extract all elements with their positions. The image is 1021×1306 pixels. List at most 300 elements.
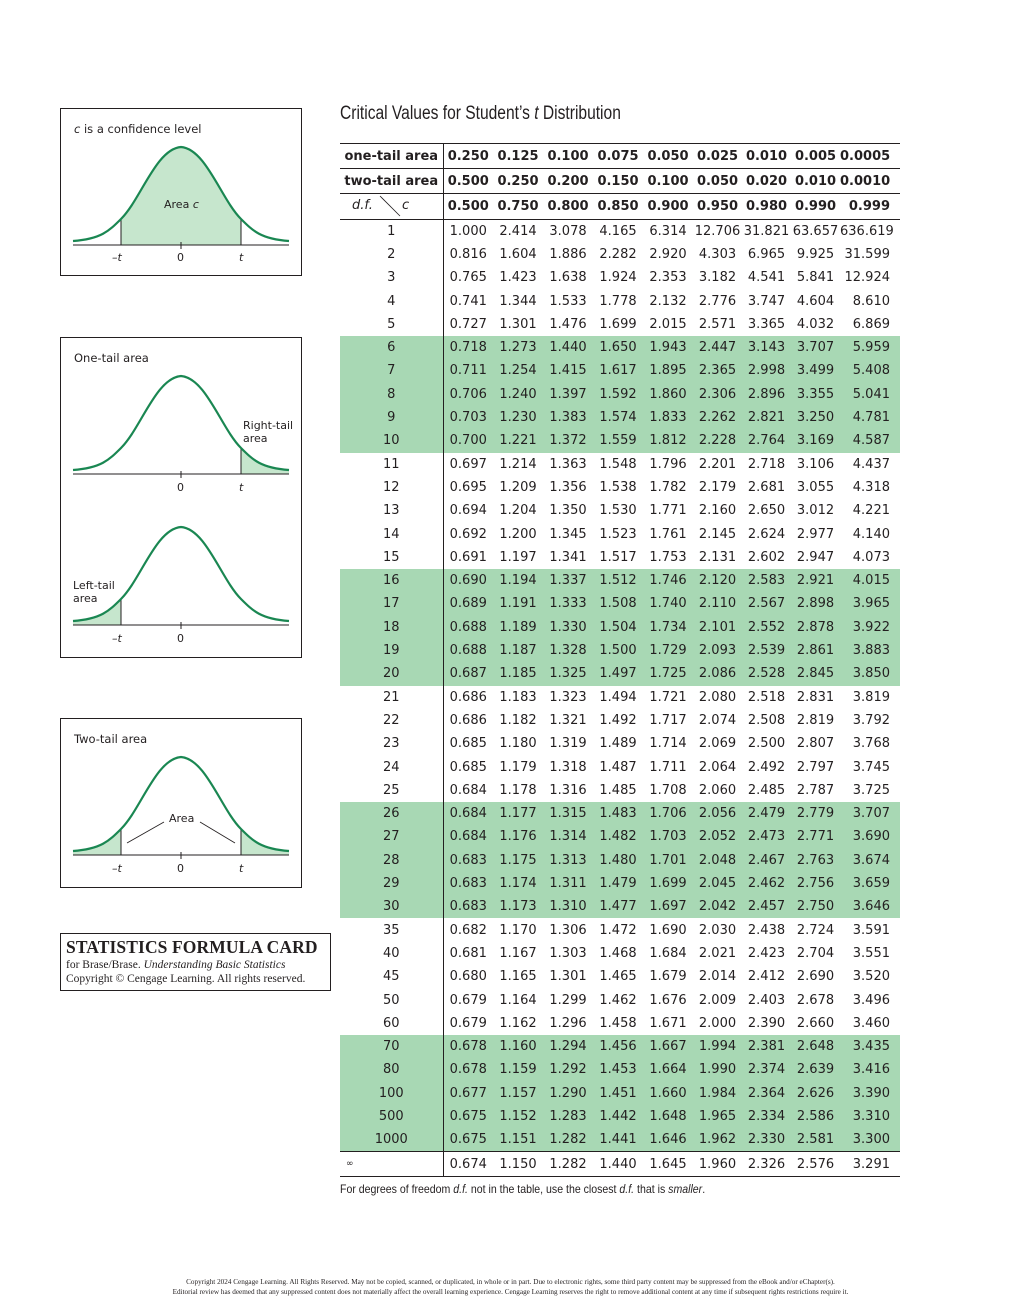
critical-value-cell: 2.764: [742, 429, 791, 452]
critical-value-cell: 4.140: [852, 526, 890, 542]
table-row: [340, 476, 900, 499]
critical-value-cell: 2.009: [698, 992, 737, 1008]
critical-value-cell: 1.311: [543, 872, 593, 895]
critical-value-cell: 1.895: [643, 359, 693, 382]
critical-value-cell: 2.845: [791, 662, 840, 685]
df-cell: 50: [340, 988, 443, 1011]
critical-value-cell: 1.517: [599, 549, 637, 565]
critical-value-cell: 0.677: [443, 1082, 493, 1105]
critical-value-cell: 0.700: [443, 429, 493, 452]
critical-value-cell: 0.690: [443, 569, 493, 592]
header-c-value: 0.500: [443, 194, 493, 219]
critical-value-cell: 4.587: [840, 429, 900, 452]
critical-value-cell: 2.681: [747, 479, 786, 495]
critical-value-cell: 0.703: [443, 406, 493, 429]
critical-value-cell: 1.646: [643, 1128, 693, 1152]
critical-value-cell: 0.685: [449, 759, 487, 775]
critical-value-cell: 2.977: [796, 526, 835, 542]
critical-value-cell: 3.850: [840, 662, 900, 685]
critical-value-cell: 3.012: [796, 503, 835, 519]
critical-value-cell: 6.314: [649, 223, 687, 239]
table-row: [340, 522, 900, 545]
critical-value-cell: 1.350: [549, 503, 587, 519]
critical-value-cell: 2.414: [499, 223, 537, 239]
critical-value-cell: 0.687: [443, 662, 493, 685]
critical-value-cell: 1.706: [643, 802, 693, 825]
critical-value-cell: 1.660: [643, 1082, 693, 1105]
critical-value-cell: 2.724: [796, 922, 835, 938]
critical-value-cell: 2.756: [791, 872, 840, 895]
critical-value-cell: 2.042: [693, 895, 742, 918]
critical-value-cell: 1.164: [499, 992, 537, 1008]
critical-value-cell: 0.674: [443, 1152, 493, 1176]
critical-value-cell: 2.160: [698, 503, 737, 519]
table-row: [340, 849, 900, 872]
critical-value-cell: 1.994: [693, 1035, 742, 1058]
critical-value-cell: 0.691: [449, 549, 487, 565]
critical-value-cell: 1.440: [543, 336, 593, 359]
critical-value-cell: 1.356: [549, 479, 587, 495]
critical-value-cell: 1.150: [493, 1152, 543, 1176]
critical-value-cell: 4.318: [852, 479, 890, 495]
critical-value-cell: 3.819: [852, 689, 890, 705]
neg-t-label: –t: [112, 862, 122, 875]
table-row: [340, 383, 900, 406]
header-one-tail-value: 0.050: [643, 144, 693, 169]
critical-value-cell: 1.721: [649, 689, 687, 705]
critical-value-cell: 2.508: [747, 712, 786, 728]
table-row: [340, 639, 900, 662]
critical-value-cell: 2.787: [796, 782, 835, 798]
neg-t-label: –t: [112, 251, 122, 264]
one-tail-header-row: [340, 144, 900, 169]
copyright-notice: Copyright 2024 Cengage Learning. All Rights Reserved. May not be copied, scanned, or duplicated, in whole or in part. Due to electronic rights, some third party content may be suppressed from the eBook and/or eChapter(s). Editorial review has deemed that any suppressed content does not materially affect the overall learning experience. Cengage Learning reserves the right to remove additional content at any time if subsequent rights restrictions require it.: [172, 1278, 849, 1296]
critical-value-cell: 3.922: [840, 616, 900, 639]
critical-value-cell: 1.316: [549, 782, 587, 798]
critical-value-cell: 3.551: [852, 945, 890, 961]
critical-value-cell: 2.479: [742, 802, 791, 825]
critical-value-cell: 0.682: [449, 922, 487, 938]
critical-value-cell: 1.183: [499, 689, 537, 705]
critical-value-cell: 2.586: [791, 1105, 840, 1128]
critical-value-cell: 1.458: [599, 1015, 637, 1031]
table-row: [340, 499, 900, 522]
critical-value-cell: 0.689: [443, 592, 493, 615]
normal-curve-left: [73, 527, 289, 621]
critical-value-cell: 0.692: [449, 526, 487, 542]
critical-value-cell: 2.485: [747, 782, 786, 798]
critical-value-cell: 2.626: [791, 1082, 840, 1105]
critical-value-cell: 1.197: [499, 549, 537, 565]
table-row: [340, 755, 900, 778]
critical-value-cell: 1.462: [599, 992, 637, 1008]
table-row: [340, 1058, 900, 1081]
center-area-shade: [121, 147, 241, 245]
card-title: STATISTICS FORMULA CARD: [66, 937, 318, 957]
critical-value-cell: 1.512: [593, 569, 643, 592]
header-c-value: 0.800: [543, 194, 593, 219]
critical-value-cell: 1.530: [599, 503, 637, 519]
critical-value-cell: 3.055: [796, 479, 835, 495]
critical-value-cell: 1.315: [543, 802, 593, 825]
critical-value-cell: 2.896: [742, 383, 791, 406]
df-cell: 14: [340, 522, 443, 545]
critical-value-cell: 3.690: [840, 825, 900, 848]
critical-value-cell: 3.106: [796, 456, 835, 472]
two-tail-title: Two-tail area: [74, 732, 148, 746]
critical-value-cell: 1.648: [643, 1105, 693, 1128]
critical-value-cell: 1.476: [549, 316, 587, 332]
table-row: [340, 592, 900, 615]
critical-value-cell: 3.078: [549, 223, 587, 239]
critical-value-cell: 2.457: [742, 895, 791, 918]
table-row: [340, 872, 900, 895]
critical-value-cell: 1.292: [543, 1058, 593, 1081]
critical-value-cell: 1.151: [493, 1128, 543, 1152]
df-c-header: [340, 194, 443, 219]
critical-value-cell: 1.423: [499, 270, 537, 286]
critical-value-cell: 1.319: [549, 736, 587, 752]
critical-value-cell: 2.052: [693, 825, 742, 848]
critical-value-cell: 1.173: [493, 895, 543, 918]
critical-value-cell: 0.675: [443, 1128, 493, 1152]
critical-value-cell: 1.204: [499, 503, 537, 519]
critical-value-cell: 4.303: [698, 247, 737, 262]
critical-value-cell: 2.330: [742, 1128, 791, 1152]
critical-value-cell: 2.120: [693, 569, 742, 592]
critical-value-cell: 1.500: [593, 639, 643, 662]
df-cell: 24: [340, 755, 443, 778]
critical-value-cell: 3.182: [698, 270, 737, 286]
critical-value-cell: 12.706: [694, 223, 741, 239]
critical-value-cell: 2.069: [698, 736, 737, 752]
critical-value-cell: 2.518: [747, 689, 786, 705]
critical-value-cell: 1.761: [649, 526, 687, 542]
header-two-tail-value: 0.020: [742, 169, 791, 194]
critical-value-cell: 3.496: [852, 992, 890, 1008]
critical-value-cell: 0.681: [449, 945, 487, 961]
table-row: [340, 453, 900, 476]
critical-value-cell: 3.965: [840, 592, 900, 615]
critical-value-cell: 2.576: [791, 1152, 840, 1176]
critical-value-cell: 2.015: [649, 316, 687, 332]
critical-value-cell: 1.485: [599, 782, 637, 798]
critical-value-cell: 1.176: [493, 825, 543, 848]
critical-value-cell: 1.328: [543, 639, 593, 662]
critical-value-cell: 2.064: [698, 759, 737, 775]
critical-value-cell: 1.690: [649, 922, 687, 938]
critical-value-cell: 3.646: [840, 895, 900, 918]
header-two-tail-value: 0.500: [443, 169, 493, 194]
critical-value-cell: 2.045: [693, 872, 742, 895]
critical-value-cell: 1.638: [549, 270, 587, 286]
critical-value-cell: 1.860: [643, 383, 693, 406]
critical-value-cell: 1.179: [499, 759, 537, 775]
critical-value-cell: 1.363: [549, 456, 587, 472]
critical-value-cell: 1.487: [599, 759, 637, 775]
critical-value-cell: 1.833: [643, 406, 693, 429]
table-row: [340, 336, 900, 359]
critical-value-cell: 1.397: [543, 383, 593, 406]
critical-value-cell: 2.639: [791, 1058, 840, 1081]
critical-value-cell: 2.678: [796, 992, 835, 1008]
critical-value-cell: 1.306: [549, 922, 587, 938]
table-row: [340, 546, 900, 569]
critical-value-cell: 1.301: [499, 316, 537, 332]
critical-value-cell: 2.500: [747, 736, 786, 752]
critical-value-cell: 0.718: [443, 336, 493, 359]
critical-value-cell: 1.492: [599, 712, 637, 728]
critical-value-cell: 2.583: [742, 569, 791, 592]
critical-value-cell: 2.581: [791, 1128, 840, 1152]
table-row: [340, 313, 900, 336]
critical-value-cell: 0.727: [449, 316, 487, 332]
df-cell: 35: [340, 918, 443, 941]
critical-value-cell: 2.779: [791, 802, 840, 825]
df-cell: 15: [340, 546, 443, 569]
normal-curve-two: [73, 757, 289, 851]
df-cell: 29: [340, 872, 443, 895]
critical-value-cell: 1.617: [593, 359, 643, 382]
critical-value-cell: 3.169: [791, 429, 840, 452]
header-c-value: 0.990: [791, 194, 840, 219]
table-row: [340, 1012, 900, 1035]
table-row: [340, 289, 900, 312]
critical-value-cell: 2.819: [796, 712, 835, 728]
df-cell: 45: [340, 965, 443, 988]
critical-value-cell: 3.390: [840, 1082, 900, 1105]
critical-value-cell: 3.674: [840, 849, 900, 872]
critical-value-cell: 2.101: [693, 616, 742, 639]
critical-value-cell: 2.438: [747, 922, 786, 938]
df-cell: 22: [340, 709, 443, 732]
critical-value-cell: 1.480: [593, 849, 643, 872]
critical-value-cell: 2.998: [742, 359, 791, 382]
critical-value-cell: 0.683: [443, 872, 493, 895]
critical-value-cell: 31.599: [844, 247, 890, 262]
critical-value-cell: 2.000: [698, 1015, 737, 1031]
critical-value-cell: 0.686: [449, 689, 487, 705]
df-cell: 27: [340, 825, 443, 848]
critical-value-cell: 0.688: [443, 616, 493, 639]
critical-value-cell: 3.250: [791, 406, 840, 429]
critical-value-cell: 1.482: [593, 825, 643, 848]
critical-value-cell: 4.073: [852, 549, 890, 565]
critical-value-cell: 4.015: [840, 569, 900, 592]
critical-value-cell: 1.189: [493, 616, 543, 639]
critical-value-cell: 2.660: [796, 1015, 835, 1031]
two-tail-diagram: [60, 718, 302, 888]
header-one-tail-value: 0.005: [791, 144, 840, 169]
header-one-tail-value: 0.125: [493, 144, 543, 169]
critical-value-cell: 1.157: [493, 1082, 543, 1105]
area-c-label: Area c: [164, 198, 199, 211]
df-cell: 100: [340, 1082, 443, 1105]
two-tail-label: two-tail area: [340, 169, 443, 194]
critical-value-cell: 2.048: [693, 849, 742, 872]
one-tail-diagram: [60, 337, 302, 658]
critical-value-cell: 31.821: [743, 223, 790, 239]
critical-value-cell: 1.000: [449, 223, 487, 239]
critical-value-cell: 2.567: [742, 592, 791, 615]
critical-value-cell: 2.624: [747, 526, 786, 542]
critical-value-cell: 2.861: [791, 639, 840, 662]
critical-value-cell: 1.523: [599, 526, 637, 542]
critical-value-cell: 1.301: [549, 969, 587, 985]
table-row: [340, 1128, 900, 1152]
one-tail-label: one-tail area: [340, 144, 443, 169]
critical-value-cell: 1.194: [493, 569, 543, 592]
one-tail-curves-svg: [61, 338, 301, 657]
critical-value-cell: 0.741: [449, 293, 487, 309]
critical-value-cell: 4.165: [599, 223, 637, 239]
critical-value-cell: 1.325: [543, 662, 593, 685]
critical-value-cell: 0.680: [449, 969, 487, 985]
critical-value-cell: 0.816: [449, 247, 487, 262]
critical-value-cell: 0.711: [443, 359, 493, 382]
critical-value-cell: 1.771: [649, 503, 687, 519]
critical-value-cell: 2.776: [698, 293, 737, 309]
critical-value-cell: 4.032: [796, 316, 835, 332]
critical-value-cell: 1.296: [549, 1015, 587, 1031]
critical-value-cell: 1.178: [499, 782, 537, 798]
critical-value-cell: 2.403: [747, 992, 786, 1008]
critical-value-cell: 1.533: [549, 293, 587, 309]
t-critical-values-table: [340, 143, 900, 1177]
critical-value-cell: 3.768: [852, 736, 890, 752]
critical-value-cell: 0.675: [443, 1105, 493, 1128]
df-cell: 60: [340, 1012, 443, 1035]
critical-value-cell: 1.318: [549, 759, 587, 775]
header-one-tail-value: 0.010: [742, 144, 791, 169]
critical-value-cell: 3.745: [852, 759, 890, 775]
critical-value-cell: 3.365: [747, 316, 786, 332]
critical-value-cell: 2.690: [796, 969, 835, 985]
critical-value-cell: 8.610: [852, 293, 890, 309]
critical-value-cell: 2.571: [698, 316, 737, 332]
confidence-header-row: [340, 194, 900, 219]
critical-value-cell: 1.965: [693, 1105, 742, 1128]
critical-value-cell: 1.508: [593, 592, 643, 615]
left-tail-label: Left-tail area: [73, 579, 115, 605]
critical-value-cell: 2.364: [742, 1082, 791, 1105]
critical-value-cell: 1.684: [649, 945, 687, 961]
critical-value-cell: 1.548: [599, 456, 637, 472]
critical-value-cell: 1.782: [649, 479, 687, 495]
critical-value-cell: 1.538: [599, 479, 637, 495]
table-row: [340, 988, 900, 1011]
df-cell: 10: [340, 429, 443, 452]
df-cell: 21: [340, 686, 443, 709]
critical-value-cell: 1.337: [543, 569, 593, 592]
df-cell: 8: [340, 383, 443, 406]
t-label: t: [239, 251, 244, 264]
critical-value-cell: 2.539: [742, 639, 791, 662]
df-cell: 17: [340, 592, 443, 615]
table-row: [340, 406, 900, 429]
critical-value-cell: 2.718: [747, 456, 786, 472]
zero-label-left: 0: [177, 632, 184, 645]
critical-value-cell: 1.221: [493, 429, 543, 452]
infinity-row: [340, 1152, 900, 1176]
critical-value-cell: 1.701: [643, 849, 693, 872]
table-row: [340, 662, 900, 685]
critical-value-cell: 1.177: [493, 802, 543, 825]
table-row: [340, 918, 900, 941]
critical-value-cell: 3.591: [852, 922, 890, 938]
critical-value-cell: 2.473: [742, 825, 791, 848]
c-label: c: [402, 198, 410, 214]
critical-value-cell: 5.408: [840, 359, 900, 382]
df-cell: 16: [340, 569, 443, 592]
table-row: [340, 895, 900, 918]
critical-value-cell: 2.423: [747, 945, 786, 961]
critical-value-cell: 0.683: [443, 895, 493, 918]
critical-value-cell: 1.676: [649, 992, 687, 1008]
critical-value-cell: 1.667: [643, 1035, 693, 1058]
critical-value-cell: 1.313: [543, 849, 593, 872]
critical-value-cell: 2.334: [742, 1105, 791, 1128]
header-c-value: 0.900: [643, 194, 693, 219]
header-one-tail-value: 0.075: [593, 144, 643, 169]
critical-value-cell: 1.592: [593, 383, 643, 406]
critical-value-cell: 636.619: [840, 223, 894, 239]
critical-value-cell: 1.451: [593, 1082, 643, 1105]
critical-value-cell: 2.467: [742, 849, 791, 872]
critical-value-cell: 3.310: [840, 1105, 900, 1128]
critical-value-cell: 3.747: [747, 293, 786, 309]
critical-value-cell: 1.372: [543, 429, 593, 452]
header-two-tail-value: 0.150: [593, 169, 643, 194]
critical-value-cell: 1.924: [599, 270, 637, 286]
critical-value-cell: 1.812: [643, 429, 693, 452]
critical-value-cell: 0.684: [443, 802, 493, 825]
critical-value-cell: 6.965: [747, 247, 786, 262]
critical-value-cell: 3.291: [840, 1152, 900, 1176]
critical-value-cell: 1.314: [543, 825, 593, 848]
critical-value-cell: 2.797: [796, 759, 835, 775]
critical-value-cell: 2.831: [796, 689, 835, 705]
critical-value-cell: 1.290: [543, 1082, 593, 1105]
critical-value-cell: 1.230: [493, 406, 543, 429]
table-row: [340, 1035, 900, 1058]
header-one-tail-value: 0.025: [693, 144, 742, 169]
critical-value-cell: 1.753: [649, 549, 687, 565]
area-label: Area: [169, 812, 195, 825]
zero-label-right: 0: [177, 481, 184, 494]
critical-value-cell: 4.781: [840, 406, 900, 429]
critical-value-cell: 6.869: [852, 316, 890, 332]
critical-value-cell: 1.697: [643, 895, 693, 918]
critical-value-cell: 1.200: [499, 526, 537, 542]
critical-value-cell: 3.725: [852, 782, 890, 798]
df-cell: 6: [340, 336, 443, 359]
card-copyright: Copyright © Cengage Learning. All rights reserved.: [66, 973, 306, 985]
critical-value-cell: 2.093: [693, 639, 742, 662]
critical-value-cell: 1.494: [599, 689, 637, 705]
critical-value-cell: 2.947: [796, 549, 835, 565]
critical-value-cell: 3.659: [840, 872, 900, 895]
header-c-value: 0.750: [493, 194, 543, 219]
critical-value-cell: 2.648: [791, 1035, 840, 1058]
df-cell: 25: [340, 779, 443, 802]
critical-value-cell: 5.041: [840, 383, 900, 406]
df-cell: 40: [340, 942, 443, 965]
critical-value-cell: 1.479: [593, 872, 643, 895]
critical-value-cell: 1.960: [693, 1152, 742, 1176]
critical-value-cell: 1.703: [643, 825, 693, 848]
critical-value-cell: 1.699: [599, 316, 637, 332]
